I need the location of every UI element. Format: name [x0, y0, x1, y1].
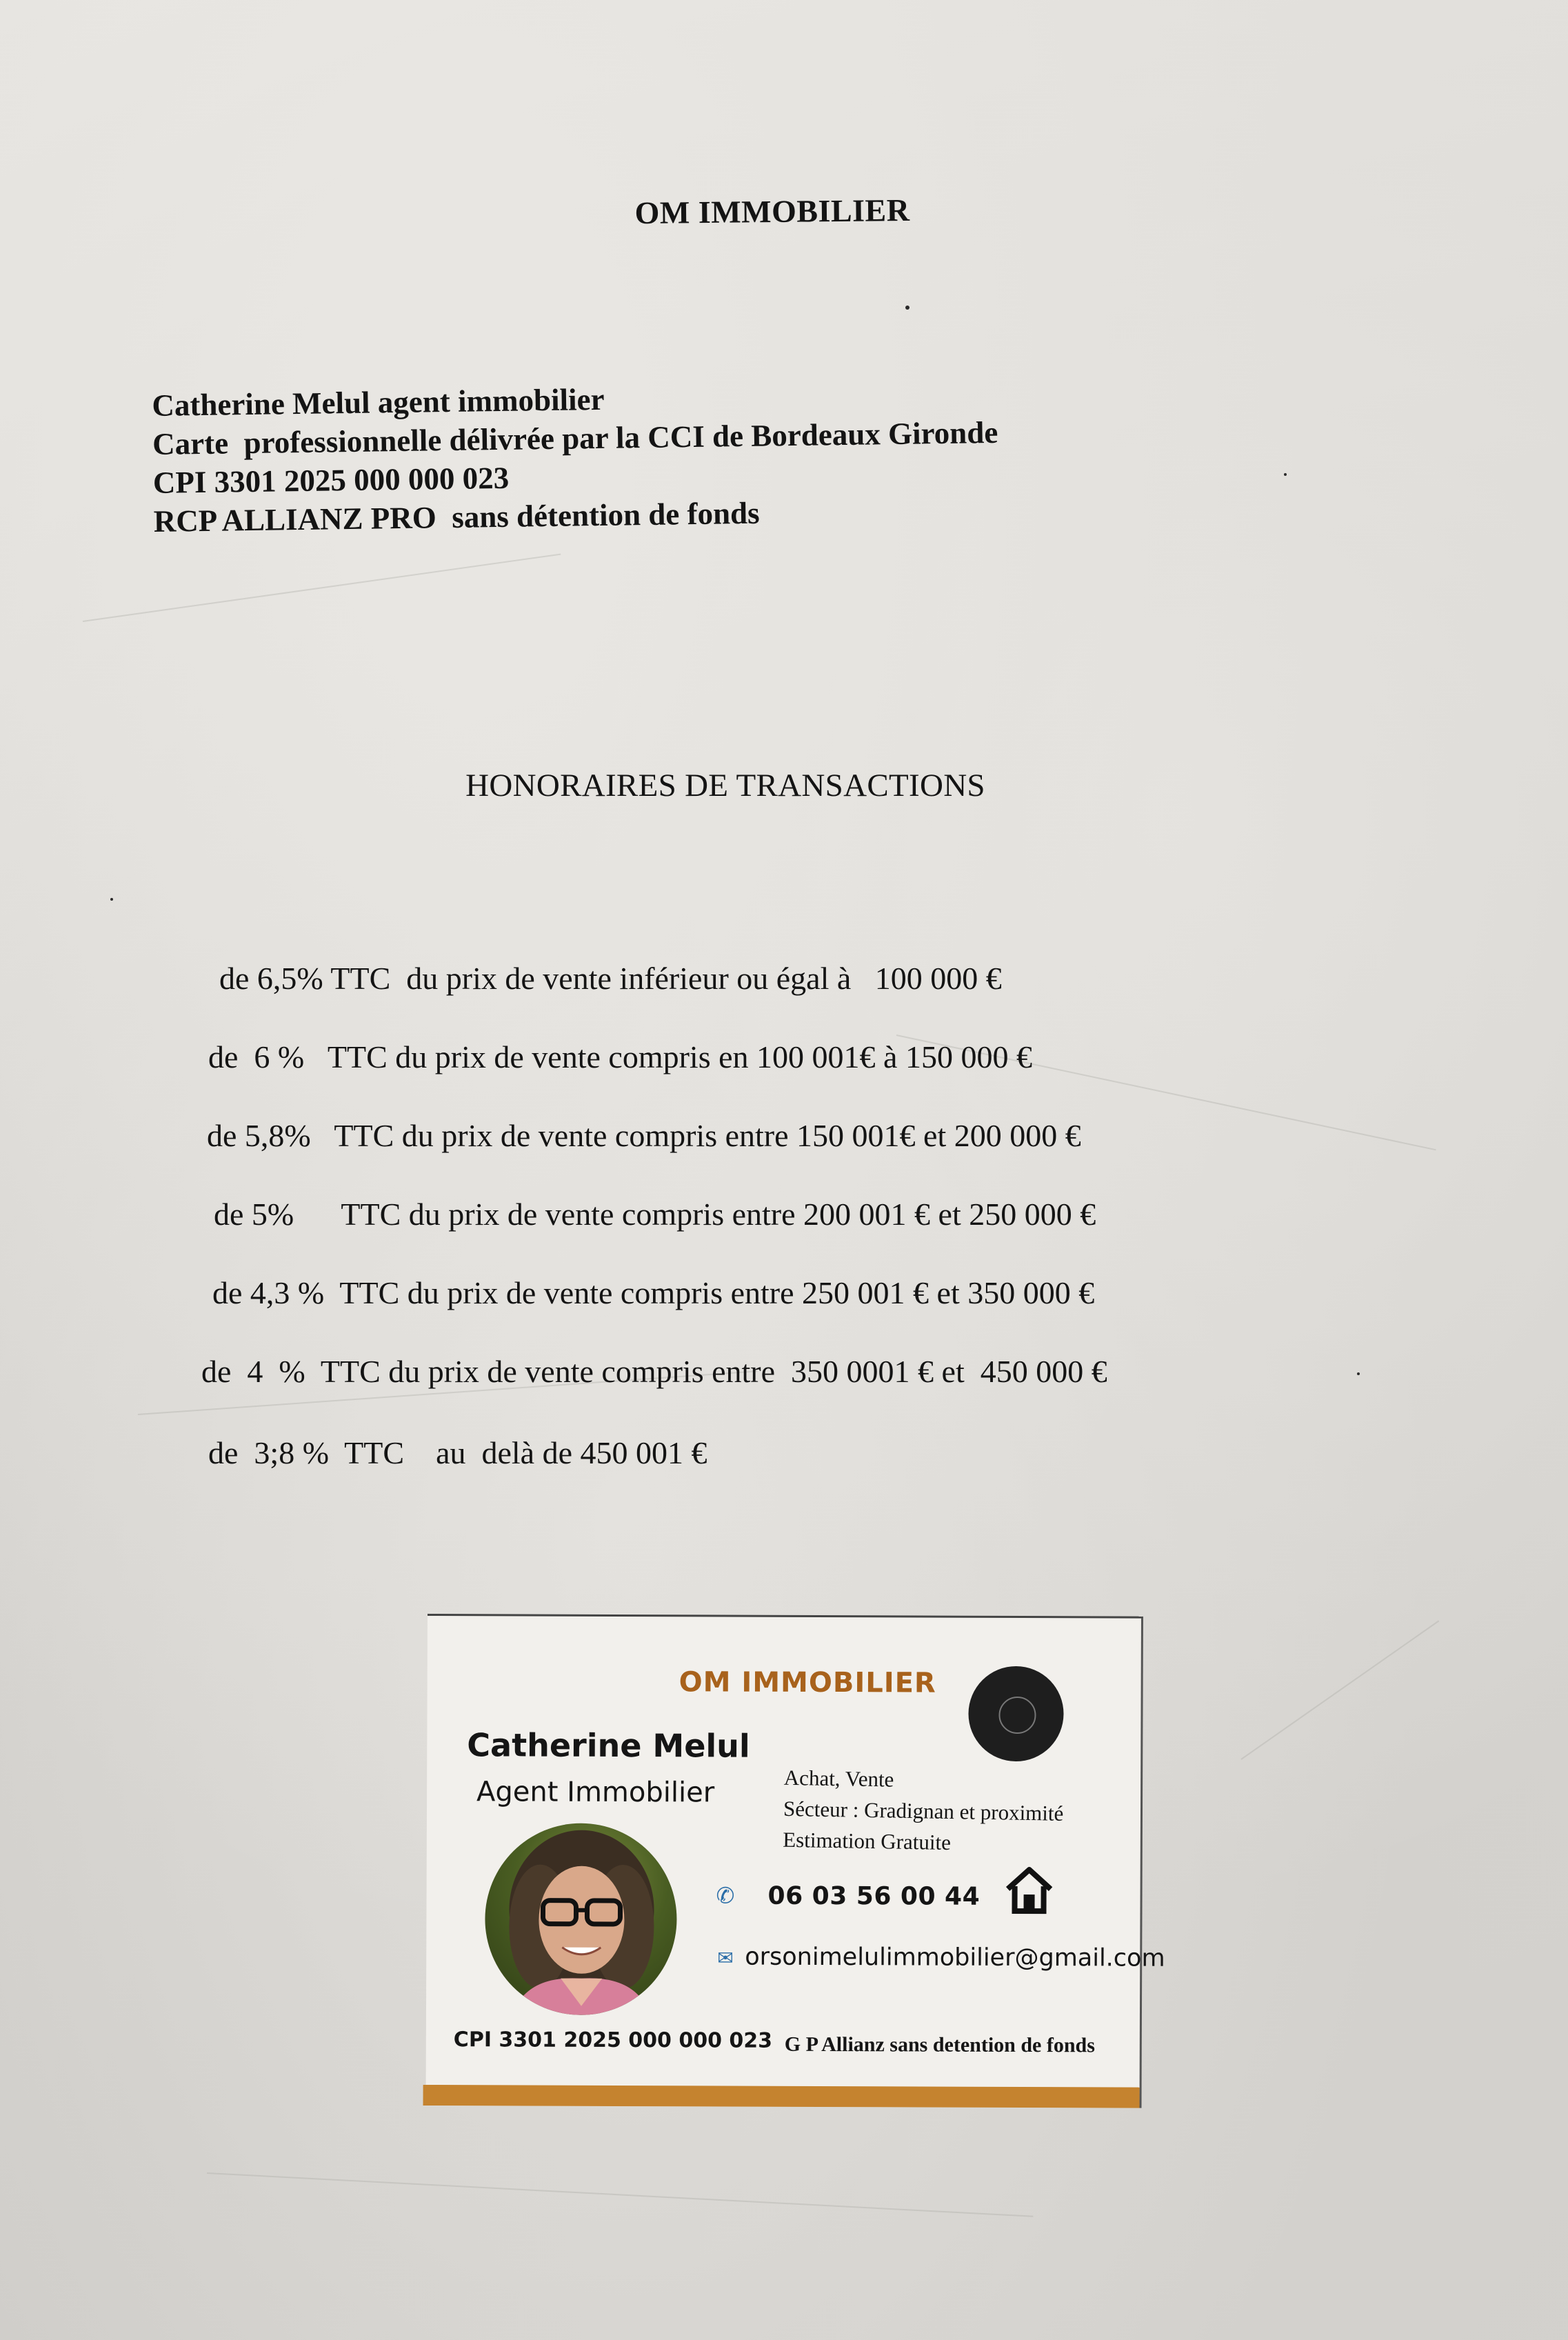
card-company-name: OM IMMOBILIER [679, 1666, 936, 1699]
paper-crease [83, 554, 561, 622]
card-agent-name: Catherine Melul [467, 1726, 750, 1765]
card-cpi: CPI 3301 2025 000 000 023 [453, 2028, 773, 2053]
fee-row: de 4 % TTC du prix de vente compris entre 350 0001 € et 450 000 € [201, 1354, 1107, 1389]
paper-speck [1284, 473, 1287, 476]
avatar [485, 1823, 677, 2015]
fee-row: de 4,3 % TTC du prix de vente compris entre 250 001 € et 350 000 € [212, 1275, 1095, 1310]
cpi-line: CPI 3301 2025 000 000 023 [152, 460, 510, 500]
card-agent-role: Agent Immobilier [476, 1776, 715, 1809]
agent-name-line: Catherine Melul agent immobilier [152, 381, 605, 423]
fees-title: HONORAIRES DE TRANSACTIONS [465, 768, 985, 803]
card-insurance: G P Allianz sans detention de fonds [784, 2032, 1095, 2057]
fee-row: de 5,8% TTC du prix de vente compris entre 150 001€ et 200 000 € [207, 1118, 1081, 1153]
phone-icon: ✆ [716, 1882, 735, 1909]
service-item: Achat, Vente [783, 1765, 894, 1792]
paper-speck [905, 306, 909, 310]
home-icon [1002, 1863, 1056, 1917]
mail-icon: ✉ [717, 1946, 734, 1970]
fee-row: de 6,5% TTC du prix de vente inférieur ou égal à 100 000 € [219, 961, 1002, 996]
card-accent-bar [423, 2085, 1140, 2108]
paper-crease [207, 2172, 1033, 2217]
business-card [426, 1614, 1165, 2108]
fee-row: de 5% TTC du prix de vente compris entre 200 001 € et 250 000 € [214, 1197, 1096, 1232]
fee-row: de 6 % TTC du prix de vente compris en 100 001€ à 150 000 € [208, 1039, 1032, 1074]
service-item: Estimation Gratuite [782, 1827, 952, 1855]
company-logo [968, 1666, 1063, 1761]
paper-crease [1240, 1620, 1439, 1759]
fee-row: de 3;8 % TTC au delà de 450 001 € [208, 1435, 707, 1470]
paper-speck [110, 898, 113, 901]
agent-info [152, 374, 999, 541]
company-title: OM IMMOBILIER [634, 192, 910, 231]
professional-card-line: Carte professionnelle délivrée par la CCI de Bordeaux Gironde [152, 414, 998, 461]
service-item: Sécteur : Gradignan et proximité [783, 1796, 1064, 1826]
card-phone: 06 03 56 00 44 [767, 1881, 981, 1911]
card-services [783, 1762, 1065, 1860]
insurance-line: RCP ALLIANZ PRO sans détention de fonds [153, 495, 760, 539]
paper-speck [1357, 1372, 1360, 1375]
card-email: orsonimelulimmobilier@gmail.com [745, 1943, 1165, 1972]
